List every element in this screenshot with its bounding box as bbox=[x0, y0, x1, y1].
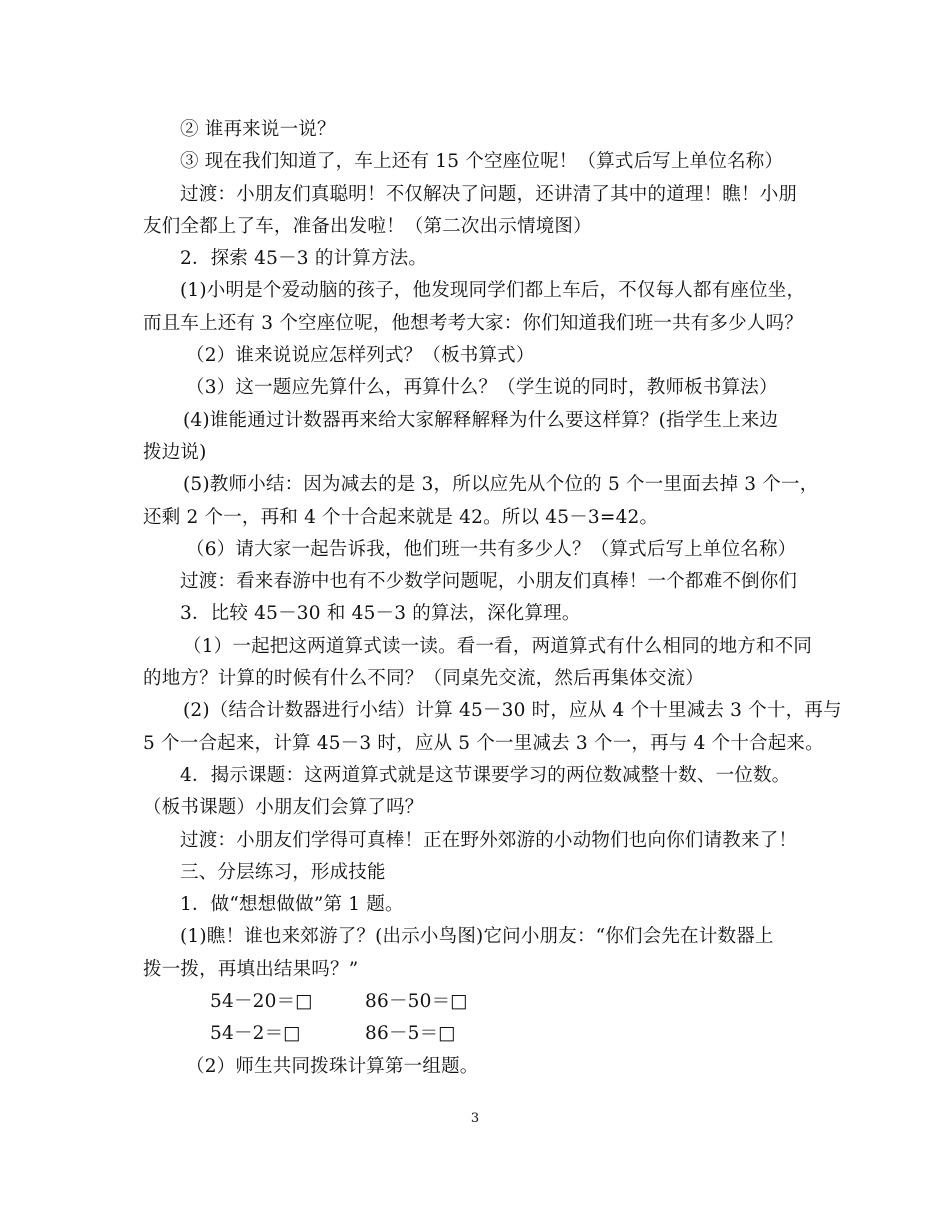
section-heading: 3．比较 45－30 和 45－3 的算法，深化算理。 bbox=[180, 603, 581, 625]
equation: 54－20＝□ bbox=[210, 991, 313, 1013]
equation-row bbox=[143, 986, 813, 1018]
section-heading: 2．探索 45－3 的计算方法。 bbox=[180, 248, 428, 270]
paragraph-line: ② 谁再来说一说？ bbox=[180, 119, 336, 140]
equation: 86－5＝□ bbox=[365, 1023, 456, 1045]
paragraph-line: 而且车上还有 3 个空座位呢，他想考考大家：你们知道我们班一共有多少人吗？ bbox=[143, 312, 803, 334]
paragraph-line: （3）这一题应先算什么，再算什么？（学生说的同时，教师板书算法） bbox=[186, 377, 778, 399]
paragraph-line: 5 个一合起来，计算 45－3 时，应从 5 个一里减去 3 个一，再与 4 个十合起来。 bbox=[143, 732, 824, 754]
paragraph-line: 的地方？计算的时候有什么不同？（同桌先交流，然后再集体交流） bbox=[143, 668, 705, 690]
paragraph-line: (1)瞧！谁也来郊游了？(出示小鸟图)它问小朋友：“你们会先在计数器上 bbox=[180, 926, 774, 948]
equation: 86－50＝□ bbox=[365, 991, 468, 1013]
paragraph-line: （2）师生共同拨珠计算第一组题。 bbox=[186, 1055, 479, 1077]
paragraph-line: (1)小明是个爱动脑的孩子，他发现同学们都上车后，不仅每人都有座位坐， bbox=[180, 280, 806, 302]
paragraph-line: 过渡：小朋友们学得可真棒！正在野外郊游的小动物们也向你们请教来了！ bbox=[180, 829, 798, 851]
paragraph-line: （6）请大家一起告诉我，他们班一共有多少人？（算式后写上单位名称） bbox=[186, 538, 797, 560]
paragraph-line: (4)谁能通过计数器再来给大家解释解释为什么要这样算？(指学生上来边 bbox=[183, 409, 779, 431]
paragraph-line: 友们全都上了车，准备出发啦！（第二次出示情境图） bbox=[143, 215, 592, 237]
paragraph-line: ③ 现在我们知道了，车上还有 15 个空座位呢！（算式后写上单位名称） bbox=[180, 151, 784, 173]
section-heading: 4．揭示课题：这两道算式就是这节课要学习的两位数减整十数、一位数。 bbox=[180, 764, 791, 786]
section-heading: 1．做“想想做做”第 1 题。 bbox=[180, 894, 404, 916]
paragraph-line: （板书课题）小朋友们会算了吗？ bbox=[143, 797, 424, 819]
equation: 54－2＝□ bbox=[210, 1023, 301, 1045]
equation-row bbox=[143, 1018, 813, 1050]
page-number: 3 bbox=[470, 1111, 480, 1126]
paragraph-line: 拨边说) bbox=[143, 441, 207, 463]
paragraph-line: 过渡：看来春游中也有不少数学问题呢，小朋友们真棒！一个都难不倒你们 bbox=[180, 571, 798, 593]
paragraph-line: (5)教师小结：因为减去的是 3，所以应先从个位的 5 个一里面去掉 3 个一， bbox=[183, 474, 819, 496]
paragraph-line: 还剩 2 个一，再和 4 个十合起来就是 42。所以 45－3=42。 bbox=[143, 506, 659, 528]
section-heading: 三、分层练习，形成技能 bbox=[180, 861, 386, 883]
paragraph-line: （2）谁来说说应怎样列式？（板书算式） bbox=[186, 345, 535, 367]
paragraph-line: （1）一起把这两道算式读一读。看一看，两道算式有什么相同的地方和不同 bbox=[183, 635, 813, 657]
paragraph-line: (2)（结合计数器进行小结）计算 45－30 时，应从 4 个十里减去 3 个十，再与 bbox=[183, 700, 842, 722]
paragraph-line: 过渡：小朋友们真聪明！不仅解决了问题，还讲清了其中的道理！瞧！小朋 bbox=[180, 183, 798, 205]
paragraph-line: 拨一拨，再填出结果吗？” bbox=[143, 958, 359, 980]
document-body bbox=[143, 114, 842, 1083]
